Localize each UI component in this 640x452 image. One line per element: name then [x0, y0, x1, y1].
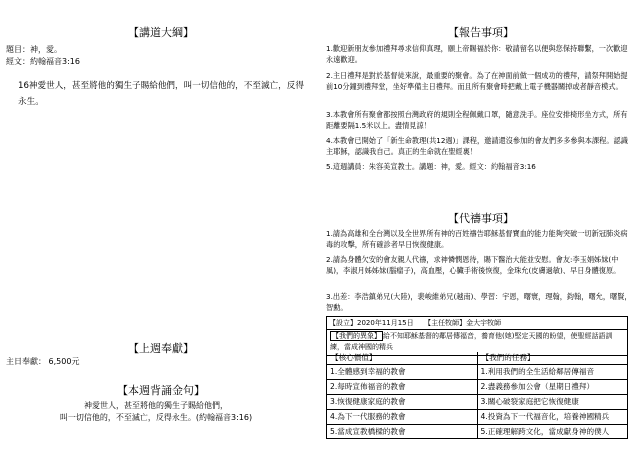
- core-values-title: 【核心價值】: [327, 352, 477, 365]
- sermon-outline-heading: 【講道大綱】: [128, 26, 194, 39]
- sermon-verse: 16神愛世人，甚至將他的獨生子賜給他們，叫一切信他的，不至滅亡，反得永生。: [18, 81, 304, 107]
- offering-amount: 主日奉獻： 6,500元: [6, 357, 80, 366]
- church-info-header: [326, 316, 628, 356]
- sermon-title: 題目：神，愛。: [6, 45, 62, 54]
- mission-item: 2.盡義務參加公會（星期日禮拜）: [478, 380, 628, 395]
- sermon-scripture: 經文：約翰福音3:16: [6, 57, 80, 66]
- prayer-heading: 【代禱事項】: [448, 212, 514, 225]
- prayer-item: 1.請為高雄和全台灣以及全世界所有神的百姓禱告耶穌基督寶血的能力能夠突破一切新冠肺炎病毒的攻擊，所有確診者早日恢復健康。: [326, 229, 628, 250]
- vision-label: 【我們的異象】: [332, 332, 381, 340]
- memory-verse-line-2: 叫一切信他的，不至滅亡，反得永生。(約翰福音3:16): [59, 413, 253, 422]
- vision-text: 給不知耶穌基督的鄰居傳福音，養育他(她)堅定天國的盼望，使聖經話語訓練，當成神國的精兵: [330, 332, 613, 351]
- core-value-item: 4.為下一代服務的教會: [327, 410, 477, 425]
- core-values-panel: [327, 352, 478, 438]
- announcement-item: 3.本教會所有聚會都按照台灣政府的規則全程佩戴口罩，隨意洗手。座位安排椅形坐方式，所有距離要隔1.5米以上。盡情見諒！: [326, 110, 628, 131]
- memory-verse-line-1: 神愛世人，甚至將他的獨生子賜給他們，: [84, 401, 228, 410]
- announcement-item: 4.本教會已開始了「新生命教理(共12週)」課程，邀請還沒參加的會友們多多參與本課程。認識主耶穌，認識我自己。真正的生命就在聖經裏！: [326, 136, 628, 157]
- offering-heading: 【上週奉獻】: [128, 342, 194, 355]
- announcement-item: 5.這週講員：朱容美宣教士。講題：神，愛。經文：約翰福音3:16: [326, 162, 536, 171]
- mission-item: 3.關心破裂家庭把它恢復健康: [478, 395, 628, 410]
- church-info-box: [326, 316, 628, 440]
- memory-verse-heading: 【本週背誦金句】: [117, 384, 205, 397]
- established-line: 【設立】2020年11月15日 【主任牧師】金大宇牧師: [327, 317, 627, 330]
- mission-item: 5.正確理解跨文化，當成獻身神的僕人: [480, 427, 610, 436]
- announcements-heading: 【報告事項】: [448, 26, 514, 39]
- prayer-item: 3.出差：李浩鎮弟兄(大陸)，裴峻維弟兄(越南)、學習：宇恩，曙寰，理翰，鈞翰，曙允，曙賢，智勳。: [326, 292, 632, 313]
- mission-item: 4.投資為下一代福音化，培養神國精兵: [478, 410, 628, 425]
- announcement-item: 2.主日禮拜是對於基督徒來說，最重要的聚會。為了在神面前做一個成功的禮拜，請祭拜開始提前10分鐘到禮拜堂，坐好準備主日禮拜。而且所有聚會時把戴上電子機器關掉或者靜音模式。: [326, 71, 628, 92]
- values-missions-table: [326, 352, 628, 439]
- core-value-item: 5.當成宣教橋樑的教會: [330, 427, 406, 436]
- mission-item: 1.利用我們的全生活給鄰居傳福音: [478, 365, 628, 380]
- core-value-item: 3.恢復健康家庭的教會: [327, 395, 477, 410]
- prayer-item: 2.請為身體欠安的會友親人代禱，求神憐憫恩待，賜下醫治大能並安慰。會友:李玉娟姊妹(中風)，李淑月姊姊妹(腦瘤子)，高血壓，心臟手術後恢復，金珠允(皮膚過敏)、早日身體復原。: [326, 255, 621, 276]
- missions-panel: [478, 352, 628, 438]
- announcement-item: 1.歡迎新朋友參加禮拜尋求信仰真理，願上帝賜福於你：敬請留名以便與您保持聯繫，一次歡迎永遠歡迎。: [326, 44, 628, 65]
- core-value-item: 2.每時宣佈福音的教會: [327, 380, 477, 395]
- core-value-item: 1.全體感到幸福的教會: [327, 365, 477, 380]
- missions-title: 【我們的任務】: [478, 352, 628, 365]
